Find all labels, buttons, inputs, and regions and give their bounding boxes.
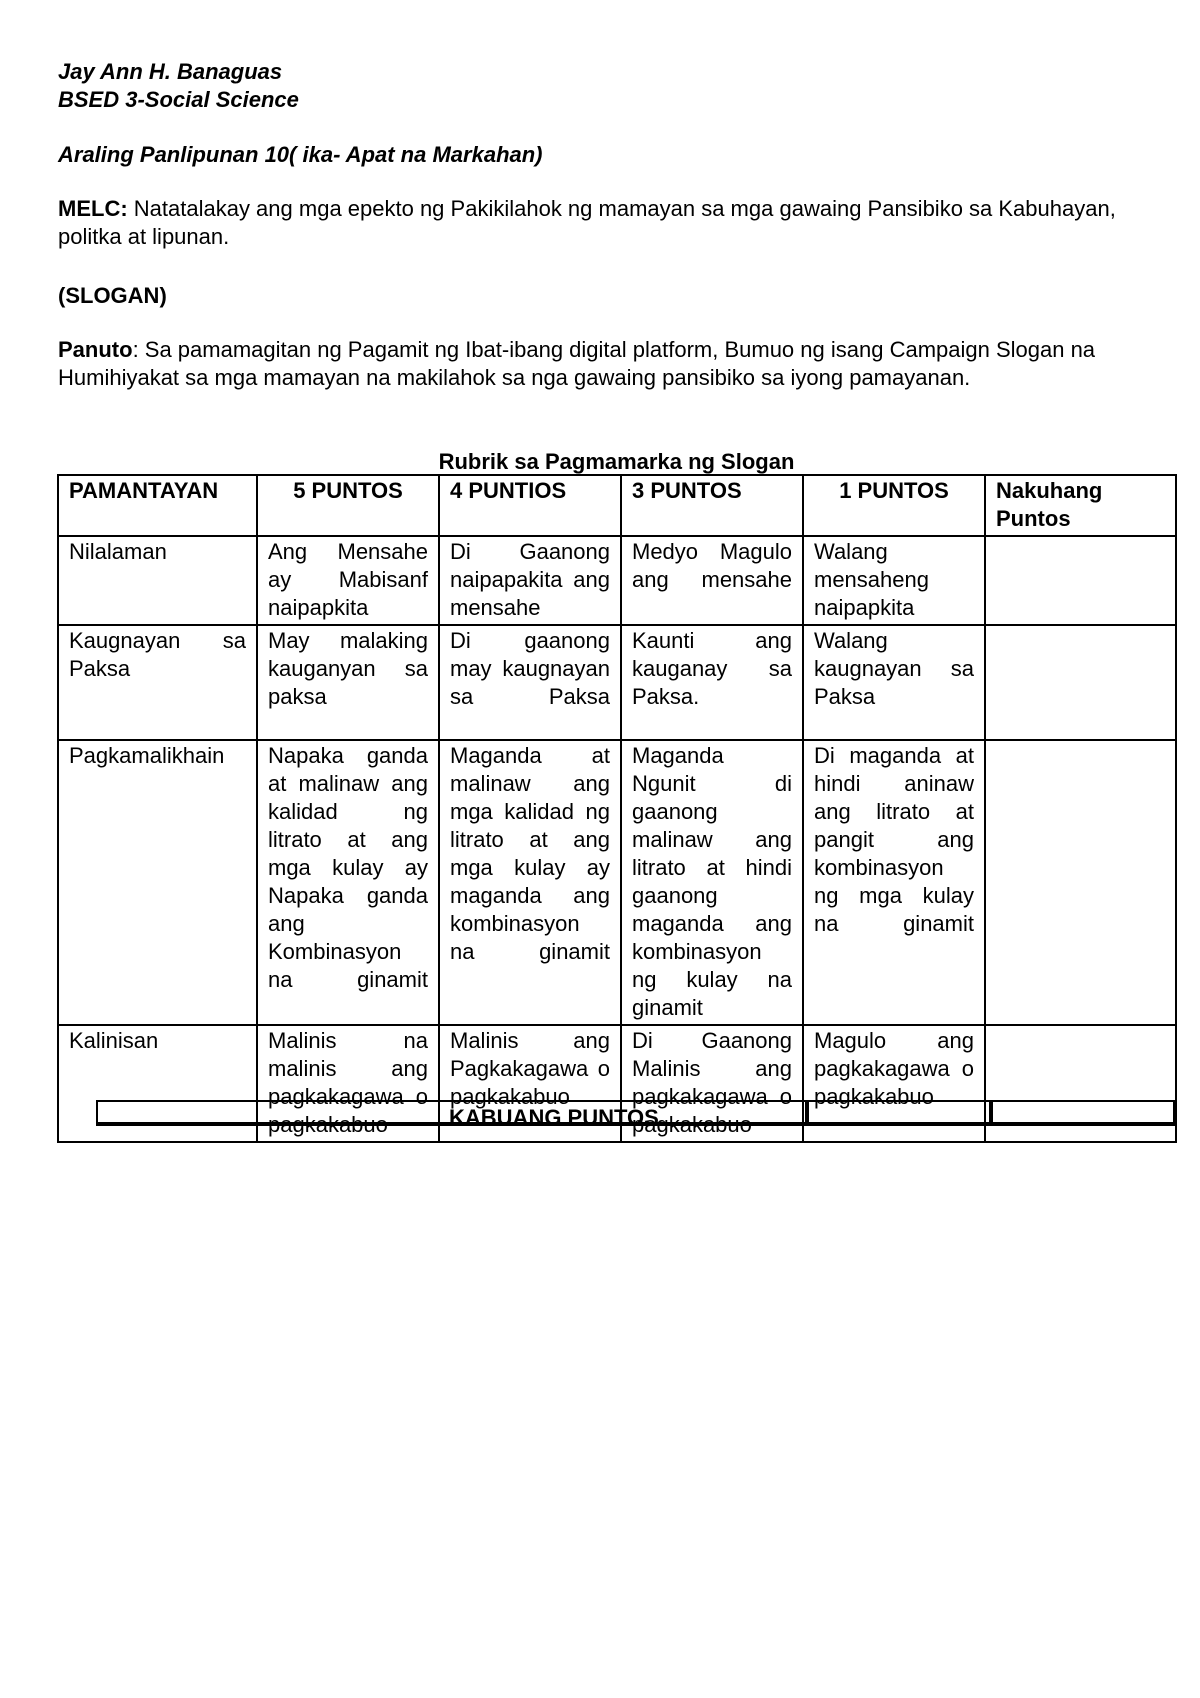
table-row [58,740,1176,1025]
author-name: Jay Ann H. Banaguas [58,59,283,84]
cell-4-puntos: Di Gaanong naipapakita ang mensahe [439,536,621,625]
header-3-puntos: 3 PUNTOS [621,475,803,536]
score-cell[interactable] [985,740,1176,1025]
criterion-cell: Pagkamalikhain [58,740,257,1025]
header-4-puntios: 4 PUNTIOS [439,475,621,536]
cell-1-puntos: Walang kaugnayan sa Paksa [803,625,985,740]
table-row [58,536,1176,625]
cell-3-puntos: Maganda Ngunit di gaanong malinaw ang litrato at hindi gaanong maganda ang kombinasyon ng kulay na ginamit [621,740,803,1025]
cell-5-puntos: Malinis na malinis ang pagkakagawa o pagkakabuo [257,1025,439,1142]
cell-3-puntos: Kaunti ang kauganay sa Paksa. [621,625,803,740]
score-cell[interactable] [985,625,1176,740]
slogan-heading: (SLOGAN) [58,283,167,308]
author-course: BSED 3-Social Science [58,87,299,112]
cell-1-puntos: Magulo ang pagkakagawa o pagkakabuo [803,1025,985,1142]
cell-5-puntos: May malaking kauganyan sa paksa [257,625,439,740]
header-pamantayan: PAMANTAYAN [58,475,257,536]
header-5-puntos: 5 PUNTOS [257,475,439,536]
cell-3-puntos: Di Gaanong Malinis ang pagkakagawa o pagkakabuo [621,1025,803,1142]
melc-label: MELC: [58,196,128,221]
cell-3-puntos: Medyo Magulo ang mensahe [621,536,803,625]
score-cell[interactable] [985,536,1176,625]
instructions-label: Panuto [58,337,133,362]
melc-paragraph [58,195,1138,251]
criterion-cell: Nilalaman [58,536,257,625]
instructions-text: : Sa pamamagitan ng Pagamit ng Ibat-ibang digital platform, Bumuo ng isang Campaign Slogan na Humihiyakat sa mga mamayan na makilahok sa nga gawaing pansibiko sa iyong pamayanan. [58,337,1096,390]
total-divider [989,1102,993,1122]
cell-5-puntos: Napaka ganda at malinaw ang kalidad ng litrato at ang mga kulay ay Napaka ganda ang Kombinasyon na ginamit [257,740,439,1025]
cell-5-puntos: Ang Mensahe ay Mabisanf naipapkita [257,536,439,625]
instructions-paragraph [58,336,1138,392]
cell-4-puntos: Di gaanong may kaugnayan sa Paksa [439,625,621,740]
header-1-puntos: 1 PUNTOS [803,475,985,536]
rubric-table [57,474,1177,1143]
criterion-cell: Kalinisan [58,1025,257,1142]
rubric-title: Rubrik sa Pagmamarka ng Slogan [438,449,795,474]
cell-1-puntos: Di maganda at hindi aninaw ang litrato at pangit ang kombinasyon ng mga kulay na ginamit [803,740,985,1025]
cell-4-puntos: Malinis ang Pagkakagawa o pagkakabuo [439,1025,621,1142]
total-divider [805,1102,809,1122]
cell-4-puntos: Maganda at malinaw ang mga kalidad ng litrato at ang mga kulay ay maganda ang kombinasyon na ginamit [439,740,621,1025]
table-row [58,625,1176,740]
header-nakuhang-puntos: Nakuhang Puntos [985,475,1176,536]
melc-text: Natatalakay ang mga epekto ng Pakikilahok ng mamayan sa mga gawaing Pansibiko sa Kabuhayan, politka at lipunan. [58,196,1116,249]
total-label: KABUANG PUNTOS [449,1105,659,1130]
subject-title: Araling Panlipunan 10( ika- Apat na Markahan) [58,142,543,167]
criterion-cell: Kaugnayan sa Paksa [58,625,257,740]
cell-1-puntos: Walang mensaheng naipapkita [803,536,985,625]
rubric-header-row [58,475,1176,536]
